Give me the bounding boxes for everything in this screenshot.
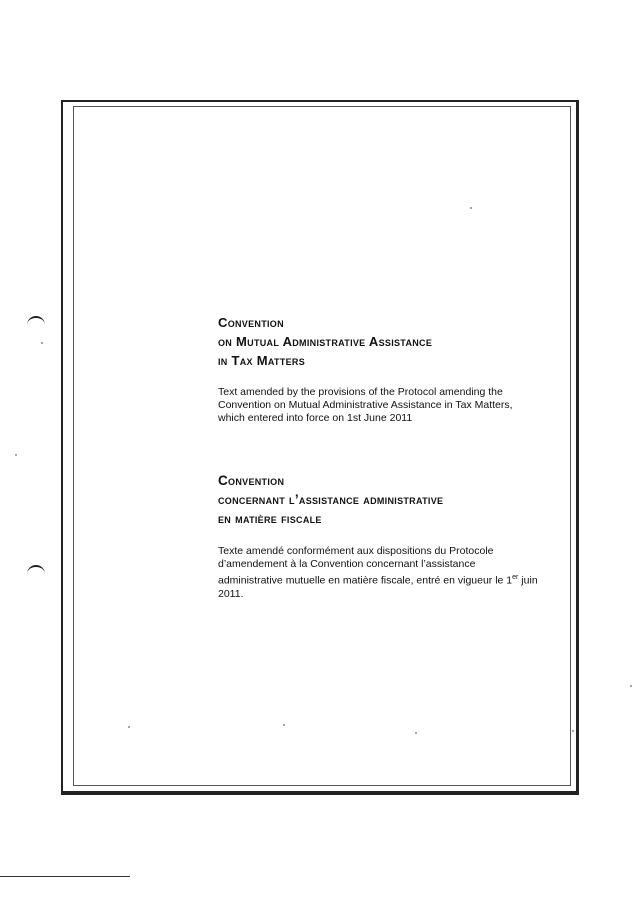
french-description-text: Texte amendé conformément aux dispositions du Protocole d’amendement à la Convention concernant l’assistance administrative mutuelle en matière fiscale, entré en vigueur le 1 bbox=[218, 545, 513, 587]
french-description-ordinal: er bbox=[512, 574, 519, 581]
french-title-line: concernant l’assistance administrative bbox=[218, 492, 444, 507]
english-section bbox=[218, 313, 558, 425]
scan-speck bbox=[15, 454, 17, 456]
scan-speck bbox=[470, 207, 472, 209]
english-title bbox=[218, 313, 558, 370]
scan-speck bbox=[283, 724, 285, 726]
french-title-line: en matière fiscale bbox=[218, 511, 322, 526]
scan-speck bbox=[128, 726, 130, 728]
french-description-date: juin 2011. bbox=[218, 574, 538, 600]
english-description: Text amended by the provisions of the Protocol amending the Convention on Mutual Administrative Assistance in Tax Matters, which entered into force on 1st June 2011 bbox=[218, 386, 513, 424]
english-title-line: Convention bbox=[218, 315, 284, 330]
french-title bbox=[218, 471, 558, 528]
french-section bbox=[218, 471, 558, 601]
english-title-line: on Mutual Administrative Assistance bbox=[218, 334, 433, 349]
scan-speck bbox=[41, 342, 43, 344]
scan-speck bbox=[572, 730, 574, 732]
scan-speck bbox=[630, 685, 632, 687]
scan-speck bbox=[415, 732, 417, 734]
punch-hole-mark-bottom bbox=[27, 565, 45, 575]
french-title-line: Convention bbox=[218, 473, 285, 488]
scan-edge-line bbox=[0, 876, 130, 877]
french-description bbox=[218, 545, 543, 601]
english-title-line: in Tax Matters bbox=[218, 353, 306, 368]
page-frame-inner bbox=[73, 106, 571, 786]
punch-hole-mark-top bbox=[27, 316, 45, 326]
